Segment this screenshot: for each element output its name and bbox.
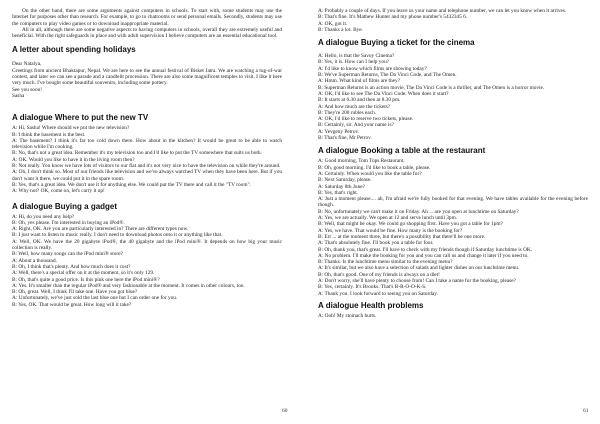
dialogue-line: B: Well, how many songs can the iPod mini® store? — [12, 251, 123, 258]
letter-line: Dear Natalya, — [12, 61, 42, 68]
restaurant-dialogue-heading: A dialogue Booking a table at the restaurant — [318, 146, 486, 156]
dialogue-line: B: Yes, OK. That would be great. How long will it take? — [12, 301, 132, 308]
dialogue-line: A: Yes, we have. That would be fine. How many is the booking for? — [318, 227, 463, 234]
dialogue-line: A: OK, I'd like to reserve two tickets, please. — [318, 116, 414, 123]
intro-paragraph: On the other hand, there are some arguments against computers in schools. To start with, some students may use the Internet for purposes other than research. For example, to go to chatrooms or send personal emails. Secondly, students may use the computers to play video games or to download inappropriate material. — [12, 8, 282, 27]
intro-paragraph: All in all, although there are some negative aspects to having computers in schools, overall they are extremely useful and beneficial. With the right safeguards in place and with adult supervision I believe computers are an essential educational tool. — [12, 26, 282, 40]
page-number-right: 61 — [583, 408, 589, 414]
dialogue-line: B: Yes, it is. How can I help you? — [318, 59, 390, 66]
dialogue-line: A: It's similar, but we also have a selection of salads and lighter dishes on our lunchtime menu. — [318, 265, 520, 272]
dialogue-line: A: Thank you. I look forward to seeing you on Saturday. — [318, 290, 438, 297]
dialogue-line: A: OK, got it. — [318, 20, 348, 27]
dialogue-line: A: Yes. It's smaller than the regular iPod® and very fashionable at the moment. It comes in other colours, too. — [12, 282, 245, 289]
dialogue-line: A: No problem. I'll make the booking for you and you can call us and change it later if you need to. — [318, 252, 529, 259]
dialogue-line: B: Certainly, sir. And your name is? — [318, 122, 394, 129]
dialogue-line: B: It starts at 6.30 and then at 8.30 pm. — [318, 97, 401, 104]
dialogue-line: A: Well, OK. We have the 20 gigabyte iPod®, the 40 gigabyte and the iPod mini®. It depends on how big your music collection is really. — [12, 238, 282, 252]
dialogue-line: B: I think the basement is the best. — [12, 131, 86, 138]
dialogue-line: A: OK, I'd like to see The Da Vinci Code. When does it start? — [318, 90, 449, 97]
dialogue-line: B: They're 200 rubles each. — [318, 109, 377, 116]
dialogue-line: B: Oh, yes please. I'm interested in buying an iPod®. — [12, 219, 125, 226]
dialogue-line: B: Yes, that's a great idea. We don't use it for anything else. We could put the TV there and call it the "TV room". — [12, 181, 251, 188]
dialogue-line: B: We've Superman Returns, The Da Vinci Code, and The Omen. — [318, 72, 457, 79]
dialogue-line: A: And how much are the tickets? — [318, 103, 391, 110]
letter-line: Sasha — [12, 92, 25, 99]
dialogue-line: B: Yes, certainly. It's Brooks. That's B-R-O-O-K-S. — [318, 284, 427, 291]
dialogue-line: B: Thanks a lot. Bye. — [318, 26, 363, 33]
cinema-dialogue-heading: A dialogue Buying a ticket for the cinema — [318, 38, 475, 48]
dialogue-line: A: Hmm. What kind of films are they? — [318, 78, 400, 85]
dialogue-line: A: Unfortunately, we've just sold the last blue one but I can order one for you. — [12, 295, 178, 302]
dialogue-line: B: I just want to listen to music really. I don't need to download photos onto it or anything like that. — [12, 232, 223, 239]
dialogue-line: A: I'd like to know which films are showing today? — [318, 65, 427, 72]
dialogue-line: A: Good morning, Tom Tops Restaurant. — [318, 158, 405, 165]
dialogue-line: A: Yevgeny Petrov. — [318, 128, 360, 135]
dialogue-line: A: Certainly. When would you like the table for? — [318, 170, 422, 177]
dialogue-line: A: Right, OK. Are you are particularly interested in? There are different types now. — [12, 226, 189, 233]
dialogue-line: B: No, unfortunately we can't make it on Friday. Ah ... are you open at lunchtime on Saturday? — [318, 208, 519, 215]
dialogue-line: A: Well, there's a special offer on it at the moment, so it's only 129. — [12, 270, 155, 277]
dialogue-line: A: Probably a couple of days. If you leave us your name and telephone number, we can let you know when it arrives. — [318, 8, 567, 14]
dialogue-line: A: Oh, I don't think so. Most of our friends like television and we've always watched TV when they have been here. But if you don't want it there, we could put it in the spare room. — [12, 169, 282, 182]
dialogue-line: B: Oh, great. Well, I think I'll take one. Have you got blue? — [12, 289, 138, 296]
dialogue-line: A: Hello, is that the Savoy Cinema? — [318, 53, 395, 60]
dialogue-line: A: OK. Would you like to have it in the living room then? — [12, 156, 135, 163]
dialogue-line: A: About a thousand. — [12, 257, 58, 264]
dialogue-line: B: That's fine. It's Mathew Hunter and my phone number's 5432345 6. — [318, 14, 468, 21]
dialogue-line: A: Ooh! My stomach hurts. — [318, 312, 377, 319]
dialogue-line: B: Thanks. Is the lunchtime menu similar to the evening menu? — [318, 259, 453, 266]
letter-line: Greetings from ancient Bhaktapur, Nepal. We are here to see the annual festival of Bisket Jatra. We are watching a tug-of-war contest, and later we can see a parade and a candlelit procession. There are also some magnificent temples to visit. I like it here very much. I've bought some beautiful souvenirs, including some pottery. — [12, 67, 282, 87]
dialogue-line: A: The basement? I think it's far too cold down there. How about in the kitchen? It would be great to be able to watch television while I'm cooking. — [12, 137, 282, 151]
dialogue-line: B: Well, that might be okay. We could go shopping first. Have you got a table for 1pm? — [318, 221, 503, 228]
dialogue-line: A: Don't worry, she'll have plenty to choose from! Can I take a name for the booking, please? — [318, 277, 516, 284]
dialogue-line: B: Oh, I think that's plenty. And how much does it cost? — [12, 263, 131, 270]
left-page — [12, 8, 282, 416]
dialogue-line: B: Err ... at the moment three, but there's a possibility that there'll be one more. — [318, 233, 486, 240]
dialogue-line: A: That's absolutely fine. I'll book you a table for four. — [318, 240, 434, 247]
right-page — [318, 8, 588, 416]
dialogue-line: B: No, that's not a great idea. Remember it's my television too and I'd like to put the TV somewhere that suits us both. — [12, 150, 262, 157]
tv-dialogue-heading: A dialogue Where to put the new TV — [12, 113, 149, 123]
dialogue-line: A: Yes, we are actually. We open at 12 and serve lunch until 3pm. — [318, 215, 458, 222]
dialogue-line: B: Oh, good morning. I'd like to book a table, please. — [318, 164, 431, 171]
dialogue-line: A: Hi, Sasha! Where should we put the new television? — [12, 125, 130, 132]
dialogue-line: B: Not really. You know we have lots of visitors to our flat and it's not very nice to have the television on while they're around. — [12, 163, 281, 170]
dialogue-line: A: Saturday 8th June? — [318, 183, 365, 190]
gadget-dialogue-heading: A dialogue Buying a gadget — [12, 201, 118, 211]
dialogue-line: B: Oh, thank you, that's great. I'll have to check with my friends though if Saturday lunchtime is OK. — [318, 246, 533, 253]
letter-heading: A letter about spending holidays — [12, 45, 136, 55]
dialogue-line: B: Superman Returns is an action movie, The Da Vinci Code is a thriller, and The Omen is a horror movie. — [318, 84, 545, 91]
dialogue-line: A: Just a moment please.... ah, I'm afraid we're fully booked for that evening. We have tables available for the evening before though. — [318, 196, 588, 209]
dialogue-line: B: That's fine, Mr Petrov. — [318, 135, 372, 142]
letter-line: See you soon! — [12, 86, 43, 93]
dialogue-line: B: Oh, that's quite a good price. Is this pink one here the iPod mini®? — [12, 276, 160, 283]
dialogue-line: A: Hi, do you need any help? — [12, 213, 75, 220]
dialogue-line: A: Why not? OK, come on, let's carry it up! — [12, 188, 105, 195]
page-number-left: 60 — [282, 408, 288, 414]
dialogue-line: B: Oh, that's good. One of my friends is always on a diet! — [318, 271, 440, 278]
dialogue-line: B: Next Saturday, please. — [318, 177, 372, 184]
dialogue-line: B: Yes, that's right. — [318, 189, 359, 196]
health-dialogue-heading: A dialogue Health problems — [318, 300, 424, 310]
